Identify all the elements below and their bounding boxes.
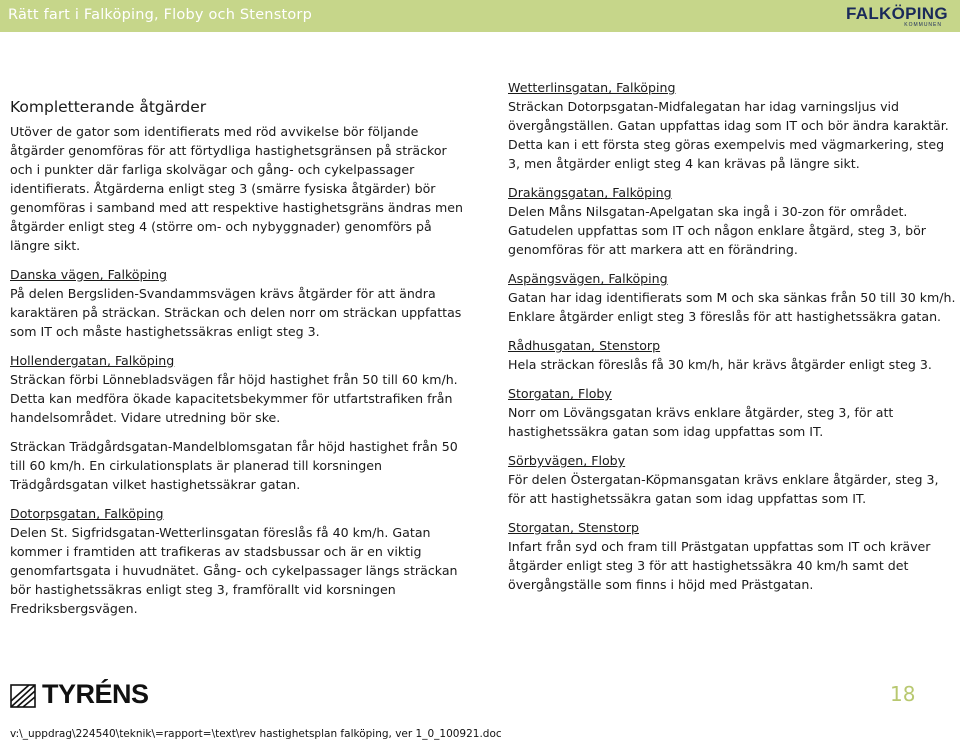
logo-subtitle: KOMMUNEN <box>904 22 942 28</box>
right-column <box>508 78 956 604</box>
intro-text: Utöver de gator som identifierats med röd avvikelse bör följande åtgärder genomföras för att förtydliga hastighetsgränsen på sträckor och i punkter där farliga skolvägar och gång- och cykelpassager identifierats. Åtgärderna enligt steg 3 (smärre fysiska åtgärder) bör genomföras i samband med att respektive hastighetsgräns ändras men åtgärder enligt steg 4 (större om- och nybyggnader) genomförs på längre sikt. <box>10 124 464 253</box>
street-title: Drakängsgatan, Falköping <box>508 185 672 200</box>
street-title: Hollendergatan, Falköping <box>10 353 175 368</box>
street-section <box>10 265 472 341</box>
street-title: Danska vägen, Falköping <box>10 267 167 282</box>
street-description: Sträckan Dotorpsgatan-Midfalegatan har idag varningsljus vid övergångställen. Gatan uppfattas idag som IT och bör ändra karaktär. Detta kan i ett första steg göras exempelvis med vägmarkering, steg 3, men åtgärder enligt steg 4 kan krävas på längre sikt. <box>508 99 949 171</box>
street-section <box>508 451 956 508</box>
street-description: Delen St. Sigfridsgatan-Wetterlinsgatan föreslås få 40 km/h. Gatan kommer i framtiden att trafikeras av stadsbussar och är en viktig genomfartsgata i huvudnätet. Gång- och cykelpassager längs sträckan bör hastighetssäkras enligt steg 3, framförallt vid korsningen Fredriksbergsvägen. <box>10 525 458 616</box>
street-description: På delen Bergsliden-Svandammsvägen krävs åtgärder för att ändra karaktären på sträckan. Sträckan och delen norr om sträckan uppfattas som IT och måste hastighetssäkras enligt steg 3. <box>10 286 462 339</box>
street-section <box>508 384 956 441</box>
street-description: Sträckan Trädgårdsgatan-Mandelblomsgatan får höjd hastighet från 50 till 60 km/h. En cirkulationsplats är planerad till korsningen Trädgårdsgatan vilket hastighetssäkrar gatan. <box>10 439 458 492</box>
logo-wordmark: FALKÖPING <box>846 4 948 23</box>
street-title: Aspängsvägen, Falköping <box>508 271 668 286</box>
street-section <box>508 78 956 173</box>
falkoping-logo <box>846 5 950 29</box>
document-path: v:\_uppdrag\224540\teknik\=rapport=\text\rev hastighetsplan falköping, ver 1_0_100921.doc <box>10 728 502 740</box>
street-description: Sträckan förbi Lönnebladsvägen får höjd hastighet från 50 till 60 km/h. Detta kan medföra ökade kapacitetsbekymmer för utfartstrafiken från handelsområdet. Vidare utredning bör ske. <box>10 372 458 425</box>
street-description: Norr om Lövängsgatan krävs enklare åtgärder, steg 3, för att hastighetssäkra gatan som idag uppfattas som IT. <box>508 405 894 439</box>
street-section <box>508 269 956 326</box>
street-description: Gatan har idag identifierats som M och ska sänkas från 50 till 30 km/h. Enklare åtgärder enligt steg 3 föreslås för att hastighetssäkra gatan. <box>508 290 956 324</box>
street-title: Rådhusgatan, Stenstorp <box>508 338 661 353</box>
tyrens-wordmark: TYRÉNS <box>42 679 149 709</box>
street-description: Delen Måns Nilsgatan-Apelgatan ska ingå i 30-zon för området. Gatudelen uppfattas som IT och någon enklare åtgärd, steg 3, bör genomföras för att markera att en förändring. <box>508 204 926 257</box>
street-extra-paragraph <box>10 437 472 494</box>
street-section <box>508 183 956 259</box>
street-section <box>10 351 472 427</box>
street-title: Storgatan, Floby <box>508 386 612 401</box>
tyrens-mark-icon <box>10 684 36 708</box>
tyrens-logo <box>10 679 170 709</box>
page-header <box>0 0 960 32</box>
street-description: För delen Östergatan-Köpmansgatan krävs enklare åtgärder, steg 3, för att hastighetssäkra gatan som idag uppfattas som IT. <box>508 472 939 506</box>
street-title: Wetterlinsgatan, Falköping <box>508 80 676 95</box>
street-section <box>10 504 472 618</box>
section-heading: Kompletterande åtgärder <box>10 98 207 116</box>
street-title: Dotorpsgatan, Falköping <box>10 506 164 521</box>
street-description: Hela sträckan föreslås få 30 km/h, här krävs åtgärder enligt steg 3. <box>508 357 932 372</box>
street-title: Storgatan, Stenstorp <box>508 520 639 535</box>
left-column <box>10 97 472 628</box>
street-section <box>508 336 956 374</box>
street-section <box>508 518 956 594</box>
page-number: 18 <box>890 682 916 706</box>
intro-paragraph <box>10 122 472 255</box>
header-title: Rätt fart i Falköping, Floby och Stenstorp <box>8 7 312 23</box>
street-description: Infart från syd och fram till Prästgatan uppfattas som IT och kräver åtgärder enligt steg 3 för att hastighetssäkra 40 km/h samt det övergångställe som finns i höjd med Prästgatan. <box>508 539 931 592</box>
street-title: Sörbyvägen, Floby <box>508 453 626 468</box>
